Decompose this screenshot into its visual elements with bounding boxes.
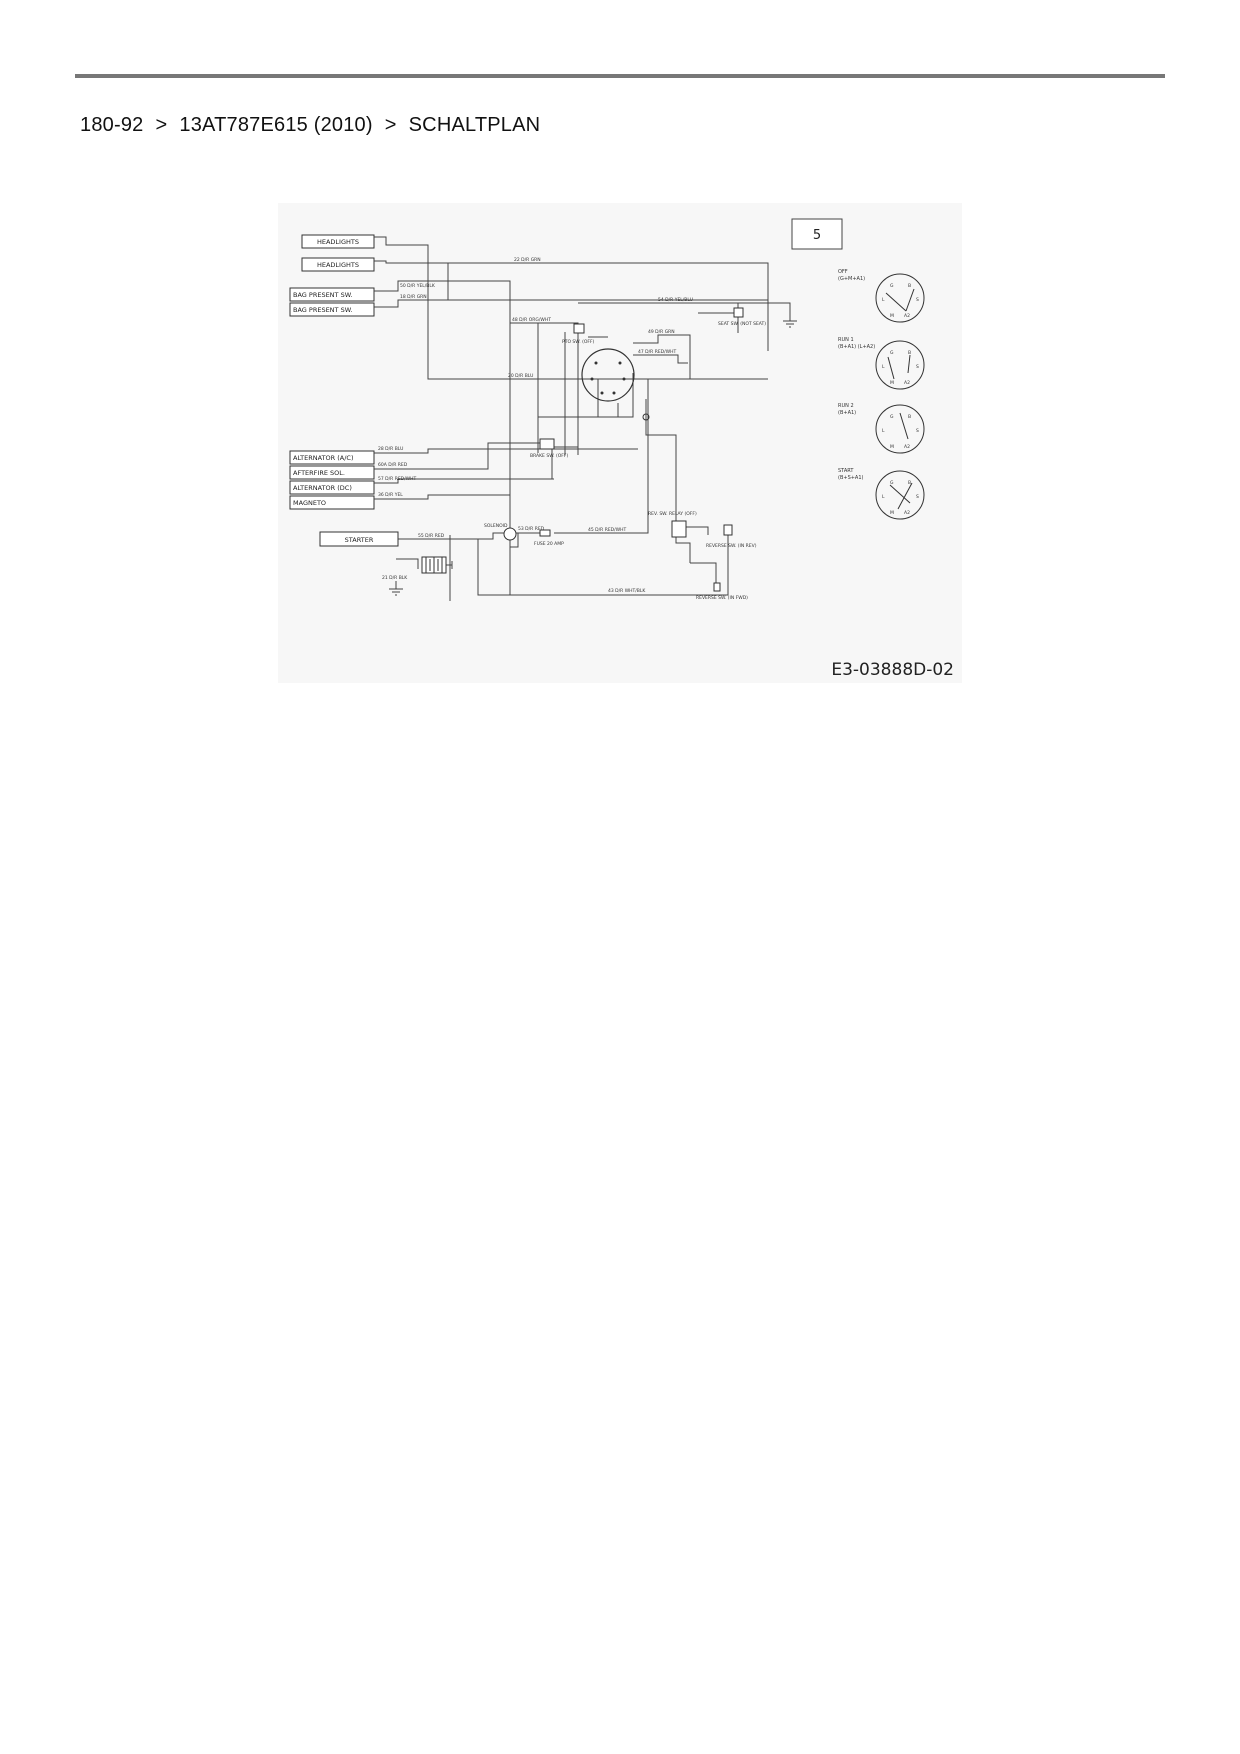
svg-text:S: S — [916, 495, 919, 500]
wire-label: 45 D/R RED/WHT — [588, 528, 627, 533]
reverse-switch-label: REVERSE SW. (IN REV) — [706, 544, 757, 549]
breadcrumb-separator: > — [384, 114, 397, 136]
key-state-terms: (B+S+A1) — [838, 475, 864, 481]
wire-label: 47 D/R RED/WHT — [638, 350, 677, 355]
reverse-switch — [724, 525, 732, 535]
magneto-label: MAGNETO — [293, 499, 327, 507]
wire-label: 54 D/R YEL/BLU — [658, 298, 693, 303]
svg-text:G: G — [890, 415, 894, 420]
reverse-switch-fwd-label: REVERSE SW. (IN FWD) — [696, 596, 748, 601]
breadcrumb — [80, 114, 540, 137]
reverse-relay — [672, 521, 686, 537]
key-state-name: RUN 1 — [838, 337, 854, 343]
svg-text:A2: A2 — [904, 381, 910, 386]
svg-text:L: L — [882, 429, 885, 434]
svg-text:S: S — [916, 298, 919, 303]
svg-text:A2: A2 — [904, 314, 910, 319]
key-state-name: START — [838, 468, 854, 474]
wire-label: 50 D/R YEL/BLK — [400, 284, 435, 289]
svg-text:S: S — [916, 365, 919, 370]
wire-label: 28 D/R BLU — [378, 447, 404, 452]
bag-present-label-1: BAG PRESENT SW. — [293, 291, 353, 299]
svg-text:B: B — [908, 351, 912, 356]
page-number: 5 — [812, 228, 822, 243]
key-state-name: RUN 2 — [838, 403, 854, 409]
svg-text:A2: A2 — [904, 511, 910, 516]
fuse-label: FUSE 20 AMP — [534, 542, 564, 547]
brake-switch-label: BRAKE SW. (OFF) — [530, 454, 569, 459]
svg-text:M: M — [890, 445, 894, 450]
wire-label: 22 D/R GRN — [514, 258, 541, 263]
wire-label: 55 D/R RED — [418, 534, 445, 539]
reverse-relay-label: REV. SW. RELAY (OFF) — [648, 512, 697, 517]
svg-text:S: S — [916, 429, 919, 434]
svg-text:A2: A2 — [904, 445, 910, 450]
alternator-dc-label: ALTERNATOR (DC) — [293, 484, 352, 492]
wire-label: 60A D/R RED — [378, 463, 408, 468]
svg-text:M: M — [890, 314, 894, 319]
svg-text:G: G — [890, 284, 894, 289]
starter-label: STARTER — [344, 536, 374, 544]
pto-switch — [574, 324, 584, 333]
wire-label: 49 D/R GRN — [648, 330, 675, 335]
svg-text:L: L — [882, 365, 885, 370]
svg-text:B: B — [908, 415, 912, 420]
key-state-terms: (B+A1) (L+A2) — [838, 344, 876, 350]
breadcrumb-item-model[interactable]: 180-92 — [80, 114, 144, 136]
wire-label: 20 D/R BLU — [508, 374, 534, 379]
breadcrumb-item-section[interactable]: SCHALTPLAN — [408, 114, 541, 136]
pto-switch-label: PTO SW. (OFF) — [562, 340, 595, 345]
svg-text:G: G — [890, 481, 894, 486]
drawing-code: E3-03888D-02 — [831, 660, 954, 680]
breadcrumb-item-part-number[interactable]: 13AT787E615 (2010) — [179, 114, 373, 136]
wire-label: 43 D/R WHT/BLK — [608, 589, 646, 594]
svg-text:M: M — [890, 511, 894, 516]
svg-text:M: M — [890, 381, 894, 386]
brake-switch — [540, 439, 554, 449]
seat-switch — [734, 308, 743, 317]
wire-label: 53 D/R RED — [518, 527, 545, 532]
afterfire-sol-label: AFTERFIRE SOL. — [293, 469, 345, 477]
seat-switch-label: SEAT SW. (NOT SEAT) — [718, 322, 767, 327]
svg-text:L: L — [882, 495, 885, 500]
breadcrumb-separator: > — [155, 114, 168, 136]
wiring-diagram — [278, 203, 962, 683]
wire-label: 36 D/R YEL — [378, 493, 403, 498]
headlights-label-1: HEADLIGHTS — [316, 238, 360, 246]
key-state-terms: (B+A1) — [838, 410, 857, 416]
svg-text:B: B — [908, 481, 912, 486]
key-state-terms: (G+M+A1) — [838, 276, 866, 282]
reverse-switch-fwd — [714, 583, 720, 591]
wire-label: 48 D/R ORG/WHT — [512, 318, 551, 323]
solenoid — [504, 528, 516, 540]
wire-label: 18 D/R GRN — [400, 295, 427, 300]
wire-label: 21 D/R BLK — [382, 576, 408, 581]
svg-text:G: G — [890, 351, 894, 356]
headlights-label-2: HEADLIGHTS — [316, 261, 360, 269]
svg-text:B: B — [908, 284, 912, 289]
key-state-name: OFF — [838, 269, 848, 275]
svg-text:L: L — [882, 298, 885, 303]
wire-label: 57 D/R RED/WHT — [378, 477, 417, 482]
bag-present-label-2: BAG PRESENT SW. — [293, 306, 353, 314]
top-rule — [75, 74, 1165, 78]
solenoid-label: SOLENOID — [484, 524, 508, 529]
alternator-ac-label: ALTERNATOR (A/C) — [293, 454, 354, 462]
